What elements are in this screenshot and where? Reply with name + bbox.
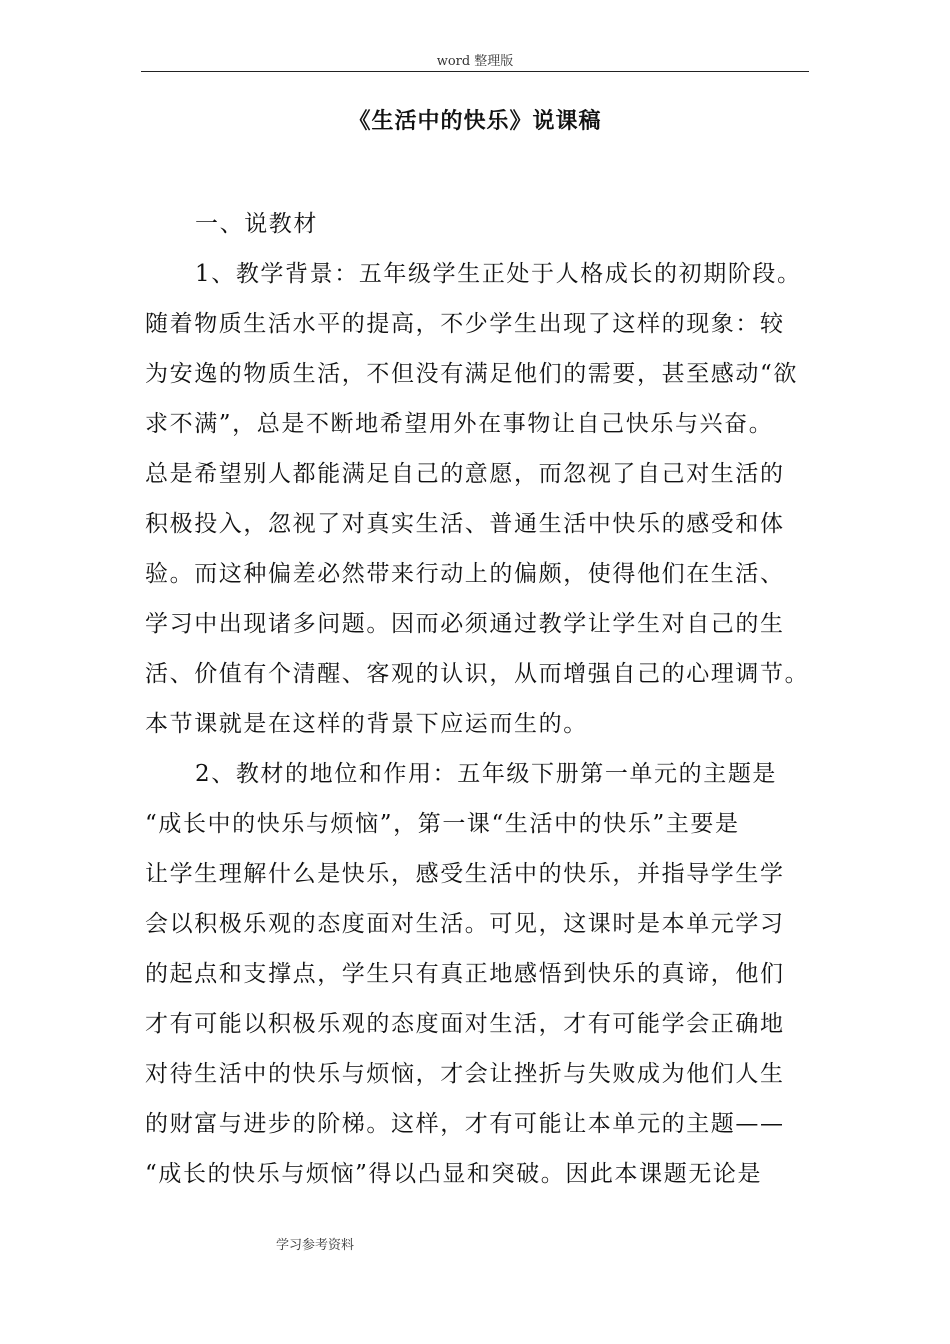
document-title: 《生活中的快乐》说课稿 (348, 108, 602, 134)
header-divider (141, 71, 809, 72)
paragraph-line: 让学生理解什么是快乐，感受生活中的快乐，并指导学生学 (145, 861, 785, 887)
paragraph-line: 求不满”，总是不断地希望用外在事物让自己快乐与兴奋。 (145, 411, 774, 437)
paragraph-line: 的起点和支撑点，学生只有真正地感悟到快乐的真谛，他们 (145, 961, 785, 987)
paragraph-line: 验。而这种偏差必然带来行动上的偏颇，使得他们在生活、 (145, 561, 785, 587)
paragraph-line: “成长的快乐与烦恼”得以凸显和突破。因此本课题无论是 (145, 1161, 763, 1187)
paragraph-line: 本节课就是在这样的背景下应运而生的。 (145, 711, 588, 737)
paragraph-line: 对待生活中的快乐与烦恼，才会让挫折与失败成为他们人生 (145, 1061, 785, 1087)
page-header: word 整理版 (436, 54, 514, 69)
paragraph-line: 活、价值有个清醒、客观的认识，从而增强自己的心理调节。 (145, 661, 810, 687)
paragraph-line: 会以积极乐观的态度面对生活。可见，这课时是本单元学习 (145, 911, 785, 937)
paragraph-line: 为安逸的物质生活，不但没有满足他们的需要，甚至感动“欲 (145, 361, 798, 387)
paragraph-line: 随着物质生活水平的提高，不少学生出现了这样的现象：较 (145, 311, 785, 337)
paragraph-line: 1、教学背景：五年级学生正处于人格成长的初期阶段。 (195, 261, 802, 287)
paragraph-line: 的财富与进步的阶梯。这样，才有可能让本单元的主题—— (145, 1111, 785, 1137)
paragraph-line: 才有可能以积极乐观的态度面对生活，才有可能学会正确地 (145, 1011, 785, 1037)
paragraph-line: 学习中出现诸多问题。因而必须通过教学让学生对自己的生 (145, 611, 785, 637)
paragraph-line: “成长中的快乐与烦恼”，第一课“生活中的快乐”主要是 (145, 811, 740, 837)
paragraph-line: 积极投入，忽视了对真实生活、普通生活中快乐的感受和体 (145, 511, 785, 537)
document-body (145, 199, 810, 1199)
page-footer: 学习参考资料 (276, 1238, 355, 1253)
paragraph-line: 2、教材的地位和作用：五年级下册第一单元的主题是 (195, 761, 778, 787)
section-heading: 一、说教材 (195, 211, 318, 237)
paragraph-line: 总是希望别人都能满足自己的意愿，而忽视了自己对生活的 (145, 461, 785, 487)
